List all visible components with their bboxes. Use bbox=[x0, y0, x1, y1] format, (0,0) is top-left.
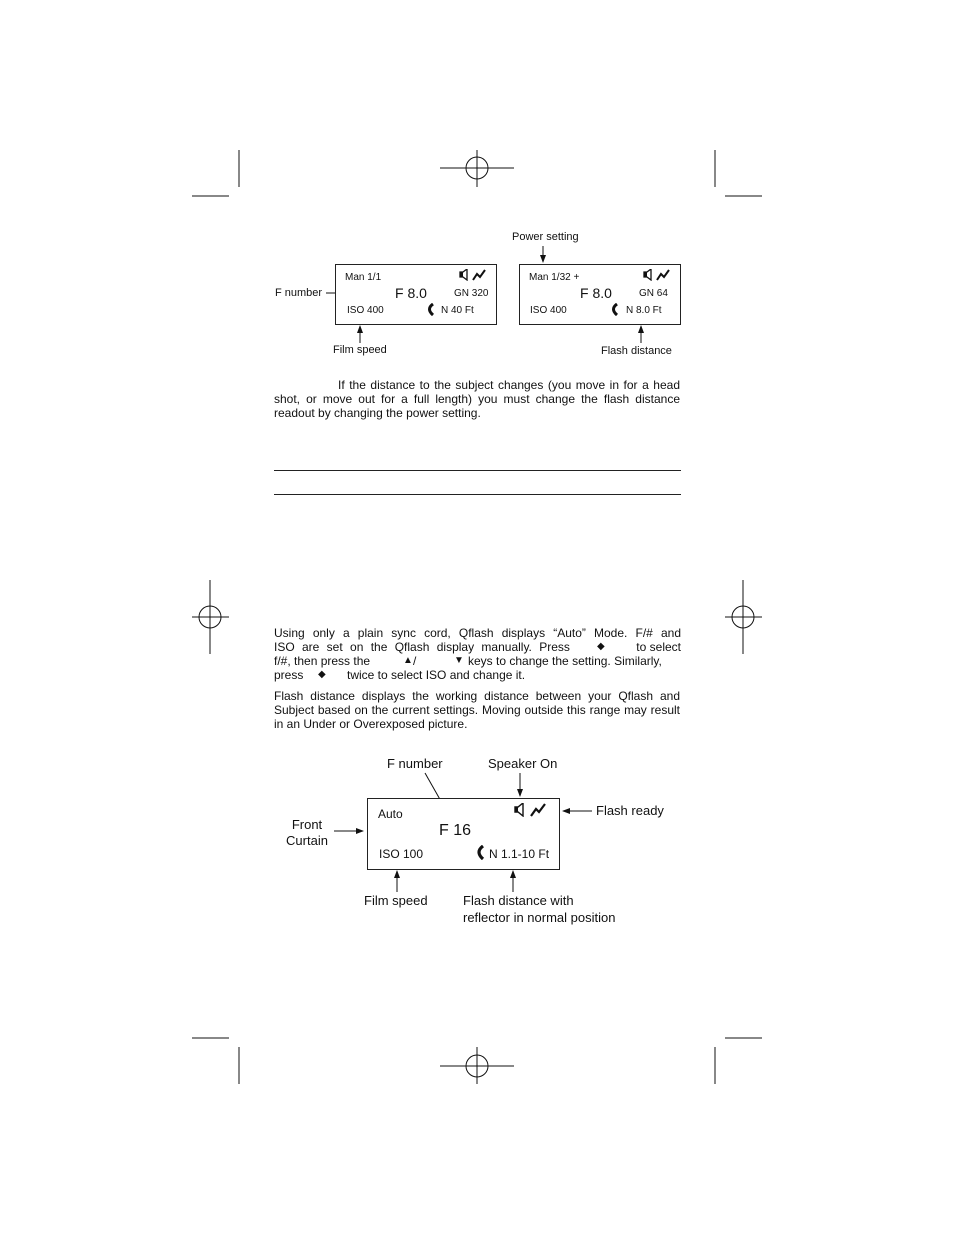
select-key-icon: ◆ bbox=[597, 641, 605, 652]
f-number-label: F number bbox=[387, 756, 443, 771]
paragraph-line: Using only a plain sync cord, Qflash displays “Auto” Mode. F/# and bbox=[274, 626, 681, 640]
reflector-icon bbox=[425, 303, 435, 321]
mode-readout: Man 1/1 bbox=[345, 272, 382, 283]
flash-distance-label bbox=[463, 893, 615, 926]
flash-distance-line: reflector in normal position bbox=[463, 910, 616, 925]
front-curtain-label bbox=[284, 817, 330, 849]
speaker-icon bbox=[459, 268, 470, 286]
iso-readout: ISO 400 bbox=[530, 305, 567, 316]
lcd-display-right bbox=[519, 264, 681, 325]
flash-distance-label: Flash distance bbox=[601, 345, 672, 357]
f-value-readout: F 8.0 bbox=[395, 285, 427, 301]
distance-readout: N 1.1-10 Ft bbox=[489, 847, 550, 861]
paragraph-text: to select bbox=[636, 640, 681, 654]
flash-distance-line: Flash distance with bbox=[463, 893, 574, 908]
select-key-icon: ◆ bbox=[318, 669, 326, 680]
iso-readout: ISO 400 bbox=[347, 305, 384, 316]
paragraph-text: twice to select ISO and change it. bbox=[347, 668, 526, 682]
gn-readout: GN 320 bbox=[454, 288, 489, 299]
f-value-readout: F 8.0 bbox=[580, 285, 612, 301]
iso-readout: ISO 100 bbox=[379, 847, 424, 861]
paragraph-flash-distance: Flash distance displays the working distance between your Qflash and Subject based on the current settings. Moving outside this range may result in an Under or Overexposed picture. bbox=[274, 689, 680, 731]
up-key-icon: ▲ bbox=[403, 655, 413, 666]
down-key-icon: ▼ bbox=[454, 655, 464, 666]
flash-ready-label: Flash ready bbox=[596, 803, 664, 818]
speaker-icon bbox=[514, 803, 526, 822]
distance-readout: N 8.0 Ft bbox=[626, 305, 662, 316]
speaker-on-label: Speaker On bbox=[488, 756, 558, 771]
paragraph-text: f/#, then press the bbox=[274, 654, 371, 668]
front-curtain-line: Front bbox=[291, 817, 323, 832]
paragraph-text: ISO are set on the Qflash display manually. Press bbox=[274, 640, 570, 654]
distance-readout: N 40 Ft bbox=[441, 305, 474, 316]
gn-readout: GN 64 bbox=[639, 288, 668, 299]
horizontal-rule bbox=[274, 470, 681, 471]
paragraph-text: / bbox=[413, 654, 417, 668]
flash-ready-icon bbox=[656, 268, 670, 286]
paragraph-line bbox=[274, 640, 681, 654]
film-speed-label: Film speed bbox=[364, 893, 428, 908]
film-speed-label: Film speed bbox=[333, 344, 387, 356]
paragraph-text: keys to change the setting. Similarly, bbox=[468, 654, 662, 668]
reflector-icon bbox=[609, 303, 619, 321]
reflector-icon bbox=[474, 845, 485, 865]
front-curtain-line: Curtain bbox=[286, 833, 328, 848]
speaker-icon bbox=[643, 268, 654, 286]
paragraph-line bbox=[274, 654, 681, 668]
lcd-display-auto bbox=[367, 798, 560, 870]
paragraph-text: press bbox=[274, 668, 304, 682]
flash-ready-icon bbox=[530, 803, 546, 822]
paragraph-auto-mode bbox=[274, 626, 681, 682]
lcd-display-left bbox=[335, 264, 497, 325]
f-value-readout: F 16 bbox=[439, 822, 472, 839]
flash-ready-icon bbox=[472, 268, 486, 286]
mode-readout: Man 1/32 + bbox=[529, 272, 580, 283]
f-number-label: F number bbox=[275, 287, 323, 299]
power-setting-label: Power setting bbox=[512, 231, 579, 243]
mode-readout: Auto bbox=[378, 807, 403, 821]
paragraph-line bbox=[274, 668, 681, 682]
paragraph-distance-change: If the distance to the subject changes (you move in for a head shot, or move out for a full length) you must change the flash distance readout by changing the power setting. bbox=[274, 378, 680, 420]
horizontal-rule bbox=[274, 494, 681, 495]
